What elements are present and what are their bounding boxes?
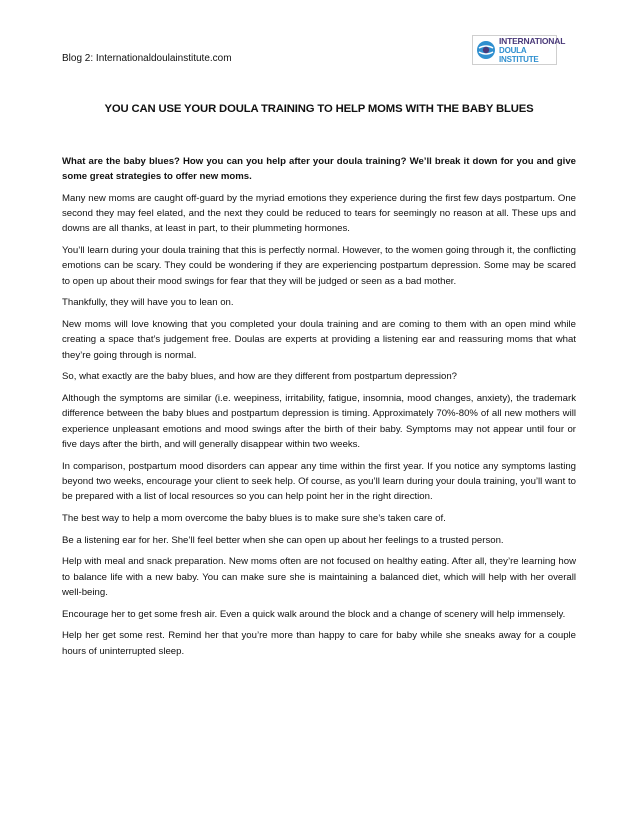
logo-line-international: INTERNATIONAL bbox=[499, 35, 566, 46]
doula-globe-icon bbox=[476, 40, 496, 60]
paragraph: Many new moms are caught off-guard by the myriad emotions they experience during the first few days postpartum. One second they may feel elated, and the next they could be reduced to tears for seemingly no reason at all. These ups and downs are all thanks, at least in part, to their plummeting hormones. bbox=[62, 193, 576, 235]
paragraph: Help her get some rest. Remind her that you’re more than happy to care for baby while she sneaks away for a couple hours of uninterrupted sleep. bbox=[62, 630, 576, 657]
blog-source-line: Blog 2: Internationaldoulainstitute.com bbox=[62, 53, 232, 64]
paragraph: Thankfully, they will have you to lean on. bbox=[62, 297, 234, 309]
logo-line-doula-institute: DOULA INSTITUTE bbox=[499, 45, 539, 64]
logo-wordmark bbox=[499, 37, 565, 64]
paragraph: In comparison, postpartum mood disorders can appear any time within the first year. If you notice any symptoms lasting beyond two weeks, encourage your client to seek help. Of course, as you’ll learn during your doula training, you’ll want to be prepared with a list of local resources so you can help point her in the right direction. bbox=[62, 460, 576, 503]
paragraph: Although the symptoms are similar (i.e. weepiness, irritability, fatigue, insomnia, mood changes, anxiety), the trademark difference between the baby blues and postpartum depression is timing. Approximately 70%-80% of all new mothers will experience unpleasant emotions and mood swings after the birth of their baby. Symptoms may not appear until four or five days after the birth, and will generally disappear within two weeks. bbox=[62, 393, 576, 450]
article-intro: What are the baby blues? How you can you help after your doula training? We’ll break it down for you and give some great strategies to offer new moms. bbox=[62, 156, 576, 183]
paragraph: Be a listening ear for her. She’ll feel better when she can open up about her feelings to a trusted person. bbox=[62, 534, 504, 546]
article-title: YOU CAN USE YOUR DOULA TRAINING TO HELP MOMS WITH THE BABY BLUES bbox=[104, 103, 534, 115]
paragraph: The best way to help a mom overcome the baby blues is to make sure she’s taken care of. bbox=[62, 512, 446, 524]
paragraph: Help with meal and snack preparation. New moms often are not focused on healthy eating. After all, they’re learning how to balance life with a new baby. You can make sure she is maintaining a balanced diet, which will help with her overall well-being. bbox=[62, 556, 576, 598]
paragraph: So, what exactly are the baby blues, and how are they different from postpartum depression? bbox=[62, 371, 457, 383]
article-body bbox=[62, 154, 576, 665]
international-doula-institute-logo bbox=[472, 35, 566, 65]
paragraph: New moms will love knowing that you completed your doula training and are coming to them with an open mind while creating a space that’s judgement free. Doulas are experts at providing a listening ear and reassuring moms that what they’re going through is normal. bbox=[62, 319, 576, 361]
paragraph: Encourage her to get some fresh air. Even a quick walk around the block and a change of scenery will help immensely. bbox=[62, 608, 566, 620]
paragraph: You’ll learn during your doula training that this is perfectly normal. However, to the women going through it, the conflicting emotions can be scary. They could be wondering if they are experiencing postpartum depression. Some may be scared to open up about their mood swings for fear that they will be judged or seen as a bad mother. bbox=[62, 245, 576, 287]
